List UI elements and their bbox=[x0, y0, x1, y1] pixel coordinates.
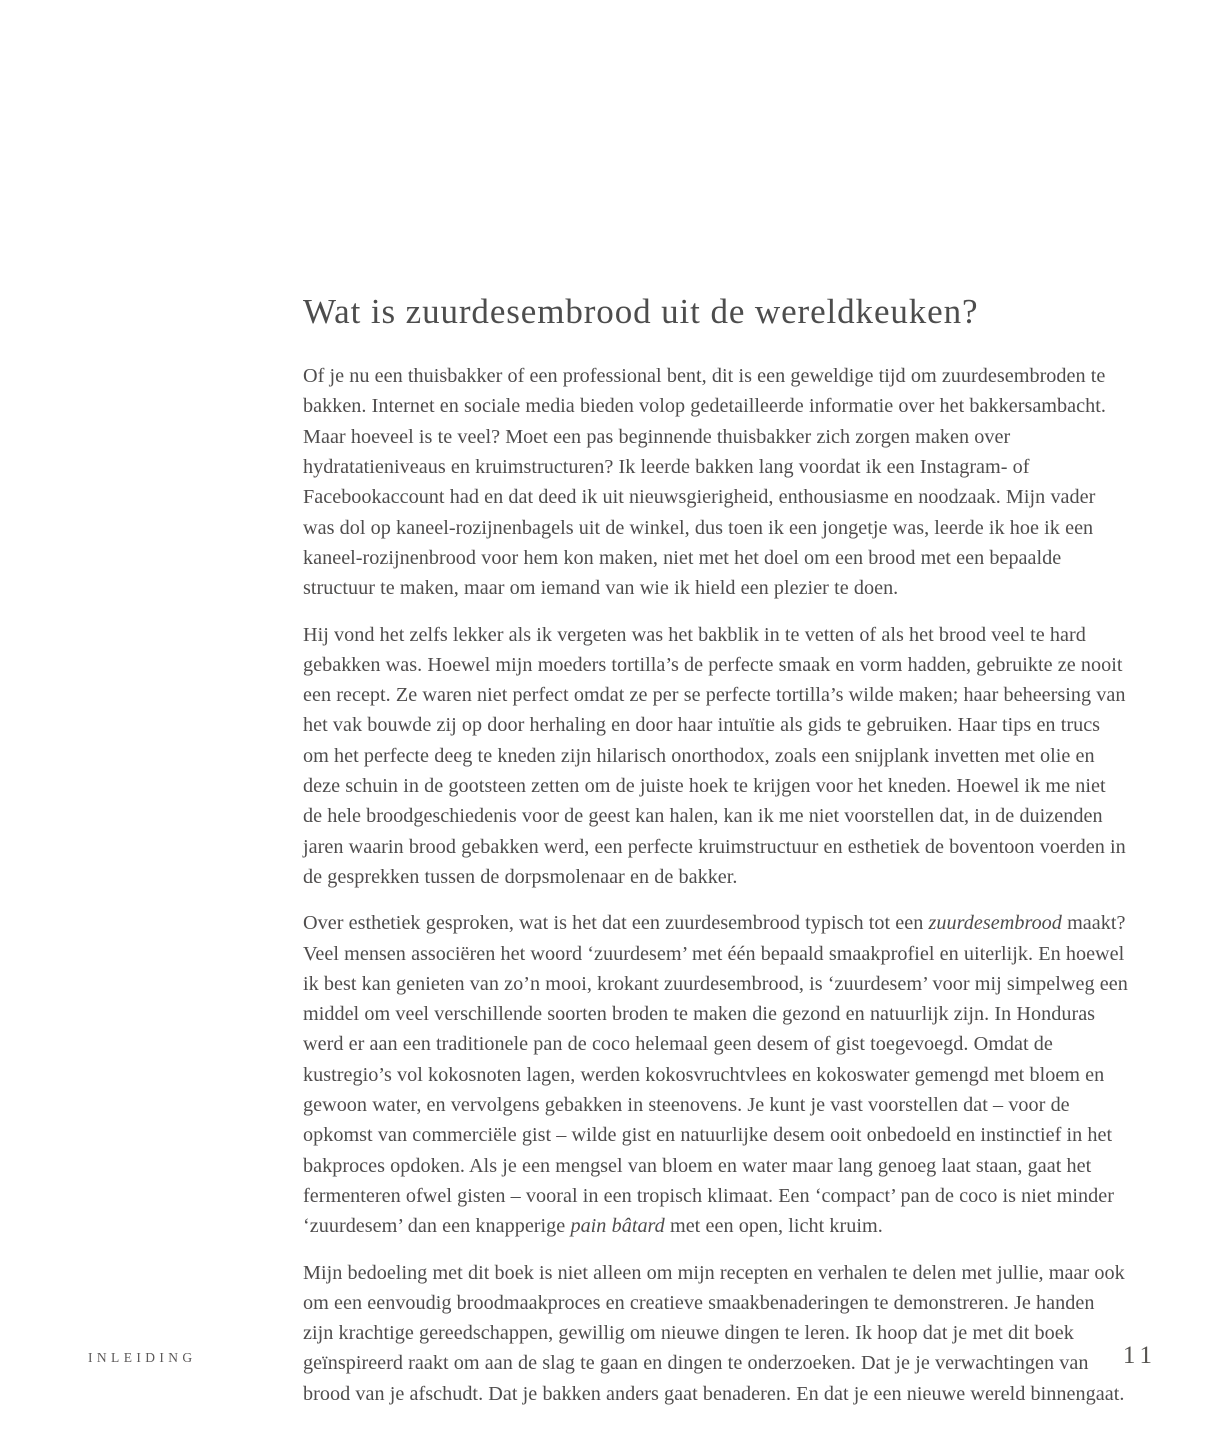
paragraph-2 bbox=[303, 620, 1129, 893]
paragraph-1 bbox=[303, 361, 1129, 603]
emphasis-pain-batard: pain bâtard bbox=[570, 1215, 665, 1238]
paragraph-1-text: Of je nu een thuisbakker of een professional bent, dit is een geweldige tijd om zuurdesembroden te bakken. Internet en sociale media bieden volop gedetailleerde informatie over het bakkersambacht. Maar hoeveel is te veel? Moet een pas beginnende thuisbakker zich zorgen maken over hydratatieniveaus en kruimstructuren? Ik leerde bakken lang voordat ik een Instagram- of Facebookaccount had en dat deed ik uit nieuwsgierigheid, enthousiasme en noodzaak. Mijn vader was dol op kaneel-rozijnenbagels uit de winkel, dus toen ik een jongetje was, leerde ik hoe ik een kaneel-rozijnenbrood voor hem kon maken, niet met het doel om een brood met een bepaalde structuur te maken, maar om iemand van wie ik hield een plezier te doen. bbox=[303, 365, 1106, 600]
paragraph-3-text-c: met een open, licht kruim. bbox=[664, 1215, 883, 1238]
emphasis-zuurdesembrood: zuurdesembrood bbox=[928, 912, 1062, 935]
paragraph-2-text: Hij vond het zelfs lekker als ik vergeten was het bakblik in te vetten of als het brood veel te hard gebakken was. Hoewel mijn moeders tortilla’s de perfecte smaak en vorm hadden, gebruikte ze nooit een recept. Ze waren niet perfect omdat ze per se perfecte tortilla’s wilde maken; haar beheersing van het vak bouwde zij op door herhaling en door haar intuïtie als gids te gebruiken. Haar tips en trucs om het perfecte deeg te kneden zijn hilarisch onorthodox, zoals een snijplank invetten met olie en deze schuin in de gootsteen zetten om de juiste hoek te krijgen voor het kneden. Hoewel ik me niet de hele broodgeschiedenis voor de geest kan halen, kan ik me niet voorstellen dat, in de duizenden jaren waarin brood gebakken werd, een perfecte kruimstructuur en esthetiek de boventoon voerden in de gesprekken tussen de dorpsmolenaar en de bakker. bbox=[303, 623, 1126, 888]
paragraph-4-text: Mijn bedoeling met dit boek is niet alleen om mijn recepten en verhalen te delen met jullie, maar ook om een eenvoudig broodmaakproces en creatieve smaakbenaderingen te demonstreren. Je handen zijn krachtige gereedschappen, gewillig om nieuwe dingen te leren. Ik hoop dat je met dit boek geïnspireerd raakt om aan de slag te gaan en dingen te onderzoeken. Dat je je verwachtingen van brood van je afschudt. Dat je bakken anders gaat benaderen. En dat je een nieuwe wereld binnengaat. bbox=[303, 1261, 1125, 1405]
page-number: 11 bbox=[1122, 1342, 1157, 1369]
page-title: Wat is zuurdesembrood uit de wereldkeuken? bbox=[303, 292, 979, 331]
page-footer bbox=[0, 1342, 1225, 1440]
paragraph-3-text-b: maakt? Veel mensen associëren het woord ‘zuurdesem’ met één bepaald smaakprofiel en uiterlijk. En hoewel ik best kan genieten van zo’n mooi, krokant zuurdesembrood, is ‘zuurdesem’ voor mij simpelweg een middel om veel verschillende soorten broden te maken die gezond en natuurlijk zijn. In Honduras werd er aan een traditionele pan de coco helemaal geen desem of gist toegevoegd. Omdat de kustregio’s vol kokosnoten lagen, werden kokosvruchtvlees en kokoswater gemengd met bloem en gewoon water, en vervolgens gebakken in steenovens. Je kunt je vast voorstellen dat – voor de opkomst van commerciële gist – wilde gist en natuurlijke desem ooit onbedoeld en instinctief in het bakproces opdoken. Als je een mengsel van bloem en water maar lang genoeg laat staan, gaat het fermenteren ofwel gisten – vooral in een tropisch klimaat. Een ‘compact’ pan de coco is niet minder ‘zuurdesem’ dan een knapperige bbox=[303, 912, 1128, 1238]
paragraph-3 bbox=[303, 908, 1129, 1241]
paragraph-3-text-a: Over esthetiek gesproken, wat is het dat een zuurdesembrood typisch tot een bbox=[303, 912, 929, 935]
text-column bbox=[303, 292, 1129, 1409]
running-head: INLEIDING bbox=[88, 1350, 197, 1365]
